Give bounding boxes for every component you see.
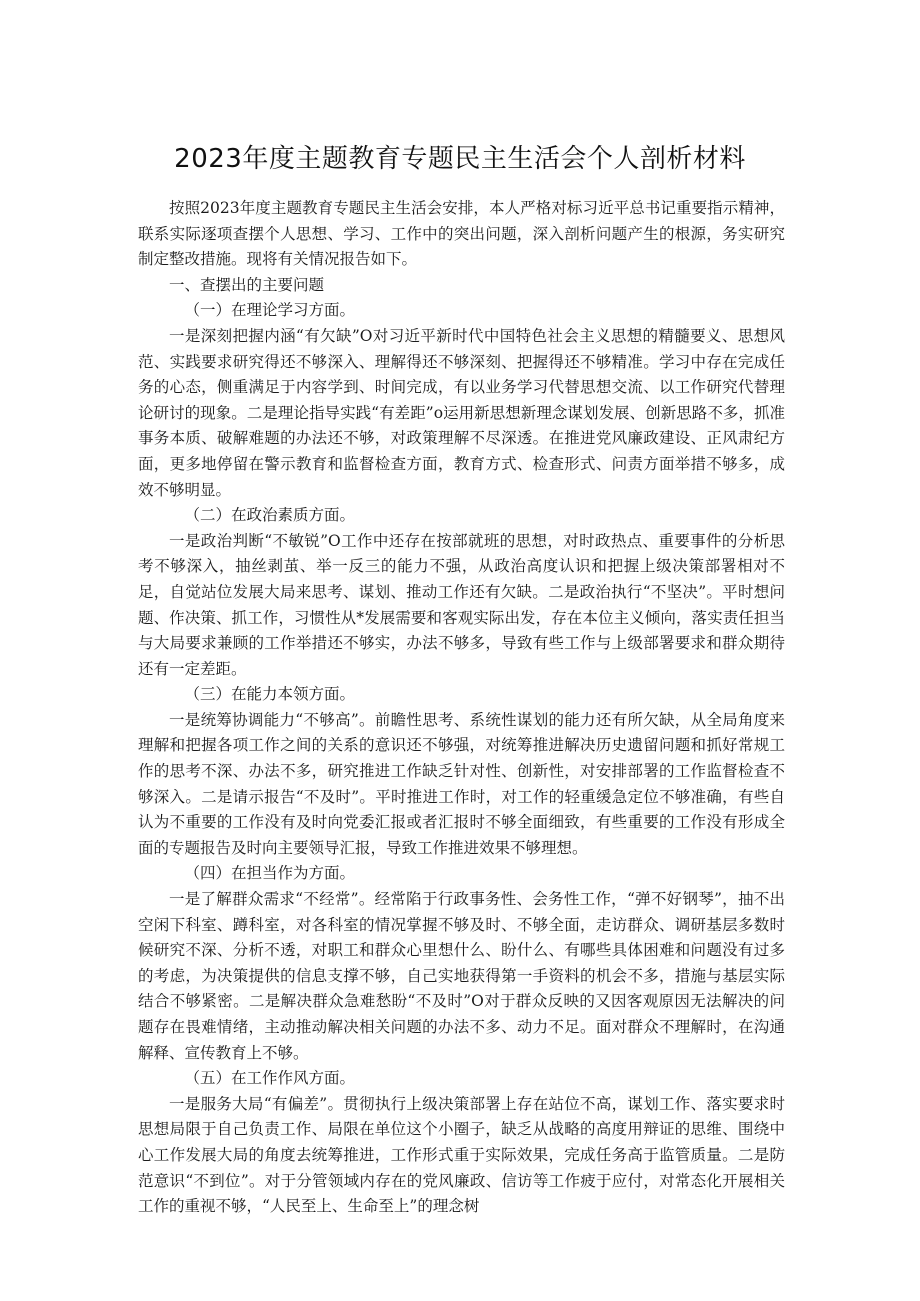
subsection-heading: （二）在政治素质方面。 [184, 506, 356, 525]
subsection-heading: （三）在能力本领方面。 [184, 685, 356, 704]
subsection-heading: （五）在工作作风方面。 [184, 1069, 356, 1088]
subsection-heading: （一）在理论学习方面。 [184, 301, 356, 320]
body-paragraph: 一是统筹协调能力“不够高”。前瞻性思考、系统性谋划的能力还有所欠缺，从全局角度来理解和把握各项工作之间的关系的意识还不够强，对统筹推进解决历史遗留问题和抓好常规工作的思考不深、办法不多，研究推进工作缺乏针对性、创新性，对安排部署的工作监督检查不够深入。二是请示报告“不及时”。平时推进工作时，对工作的轻重缓急定位不够准确，有些自认为不重要的工作没有及时向党委汇报或者汇报时不够全面细致，有些重要的工作没有形成全面的专题报告及时向主要领导汇报，导致工作推进效果不够理想。 [138, 710, 785, 857]
document-body [138, 196, 785, 1220]
body-paragraph: 一是服务大局“有偏差”。贯彻执行上级决策部署上存在站位不高，谋划工作、落实要求时思想局限于自己负责工作、局限在单位这个小圈子，缺乏从战略的高度用辩证的思维、围绕中心工作发展大局的角度去统筹推进，工作形式重于实际效果，完成任务高于监管质量。二是防范意识“不到位”。对于分管领域内存在的党风廉政、信访等工作疲于应付，对常态化开展相关工作的重视不够，“人民至上、生命至上”的理念树 [138, 1094, 785, 1216]
body-paragraph: 一是深刻把握内涵“有欠缺”O对习近平新时代中国特色社会主义思想的精髓要义、思想风范、实践要求研究得还不够深入、理解得还不够深刻、把握得还不够精准。学习中存在完成任务的心态，侧重满足于内容学到、时间完成，有以业务学习代替思想交流、以工作研究代替理论研讨的现象。二是理论指导实践“有差距”o运用新思想新理念谋划发展、创新思路不多，抓准事务本质、破解难题的办法还不够，对政策理解不尽深透。在推进党风廉政建设、正风肃纪方面，更多地停留在警示教育和监督检查方面，教育方式、检查形式、问责方面举措不够多，成效不够明显。 [138, 326, 785, 499]
section-heading: 一、查摆出的主要问题 [169, 275, 325, 294]
body-paragraph: 一是政治判断“不敏锐”O工作中还存在按部就班的思想，对时政热点、重要事件的分析思考不够深入，抽丝剥茧、举一反三的能力不强，从政治高度认识和把握上级决策部署相对不足，自觉站位发展大局来思考、谋划、推动工作还有欠缺。二是政治执行“不坚决”。平时想问题、作决策、抓工作，习惯性从*发展需要和客观实际出发，存在本位主义倾向，落实责任担当与大局要求兼顾的工作举措还不够实，办法不够多，导致有些工作与上级部署要求和群众期待还有一定差距。 [138, 531, 785, 678]
intro-paragraph: 按照2023年度主题教育专题民主生活会安排，本人严格对标习近平总书记重要指示精神，联系实际逐项查摆个人思想、学习、工作中的突出问题，深入剖析问题产生的根源，务实研究制定整改措施。现将有关情况报告如下。 [138, 199, 785, 269]
subsection-heading: （四）在担当作为方面。 [184, 864, 356, 883]
document-title: 2023年度主题教育专题民主生活会个人剖析材料 [174, 144, 746, 174]
body-paragraph: 一是了解群众需求“不经常”。经常陷于行政事务性、会务性工作，“弹不好钢琴”，抽不出空闲下科室、蹲科室，对各科室的情况掌握不够及时、不够全面，走访群众、调研基层多数时候研究不深、分析不透，对职工和群众心里想什么、盼什么、有哪些具体困难和问题没有过多的考虑，为决策提供的信息支撑不够，自己实地获得第一手资料的机会不多，措施与基层实际结合不够紧密。二是解决群众急难愁盼“不及时”O对于群众反映的又因客观原因无法解决的问题存在畏难情绪，主动推动解决相关问题的办法不多、动力不足。面对群众不理解时，在沟通解释、宣传教育上不够。 [138, 890, 785, 1062]
